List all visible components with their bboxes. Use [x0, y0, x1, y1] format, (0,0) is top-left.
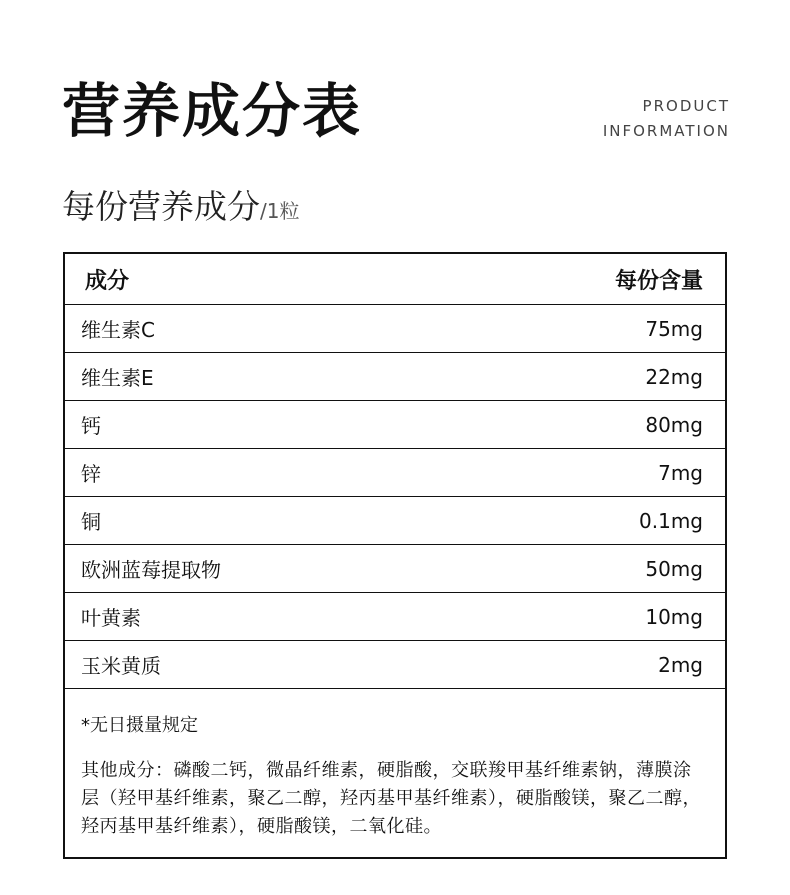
ingredient-name: 欧洲蓝莓提取物: [81, 558, 221, 582]
ingredient-amount: 7mg: [658, 460, 703, 485]
ingredient-amount: 80mg: [645, 412, 703, 437]
column-header-amount: 每份含量: [614, 268, 703, 294]
title-english-line-2: INFORMATION: [602, 122, 730, 140]
ingredient-name: 锌: [81, 462, 101, 486]
table-header-row: [65, 254, 725, 305]
ingredient-name: 玉米黄质: [81, 654, 161, 678]
table-row: [65, 353, 725, 401]
other-ingredients: 其他成分：磷酸二钙，微晶纤维素，硬脂酸，交联羧甲基纤维素钠，薄膜涂层（羟甲基纤维素，聚乙二醇，羟丙基甲基纤维素），硬脂酸镁，聚乙二醇，羟丙基甲基纤维素），硬脂酸镁，二氧化硅。: [81, 760, 701, 837]
footnote: *无日摄量规定: [81, 715, 198, 736]
ingredient-name: 叶黄素: [81, 606, 141, 630]
ingredient-name: 钙: [81, 414, 101, 438]
title-english-line-1: PRODUCT: [642, 97, 730, 115]
table-row: [65, 449, 725, 497]
ingredient-name: 维生素C: [81, 318, 155, 342]
ingredient-amount: 0.1mg: [639, 508, 703, 533]
nutrition-table: [63, 252, 727, 859]
ingredient-amount: 50mg: [645, 556, 703, 581]
table-footer: [65, 689, 725, 857]
subtitle-unit: /1粒: [260, 199, 300, 223]
table-row: [65, 641, 725, 689]
section-subtitle: [62, 187, 300, 226]
title-english: [603, 94, 730, 144]
ingredient-amount: 10mg: [645, 604, 703, 629]
ingredient-name: 铜: [81, 510, 101, 534]
column-header-ingredient: 成分: [85, 268, 130, 294]
ingredient-name: 维生素E: [81, 366, 154, 390]
table-row: [65, 497, 725, 545]
subtitle-main: 每份营养成分: [62, 187, 260, 226]
page-title: 营养成分表: [62, 77, 363, 145]
table-row: [65, 545, 725, 593]
ingredient-amount: 2mg: [658, 652, 703, 677]
table-row: [65, 305, 725, 353]
table-row: [65, 401, 725, 449]
table-row: [65, 593, 725, 641]
ingredient-amount: 75mg: [645, 316, 703, 341]
ingredient-amount: 22mg: [645, 364, 703, 389]
